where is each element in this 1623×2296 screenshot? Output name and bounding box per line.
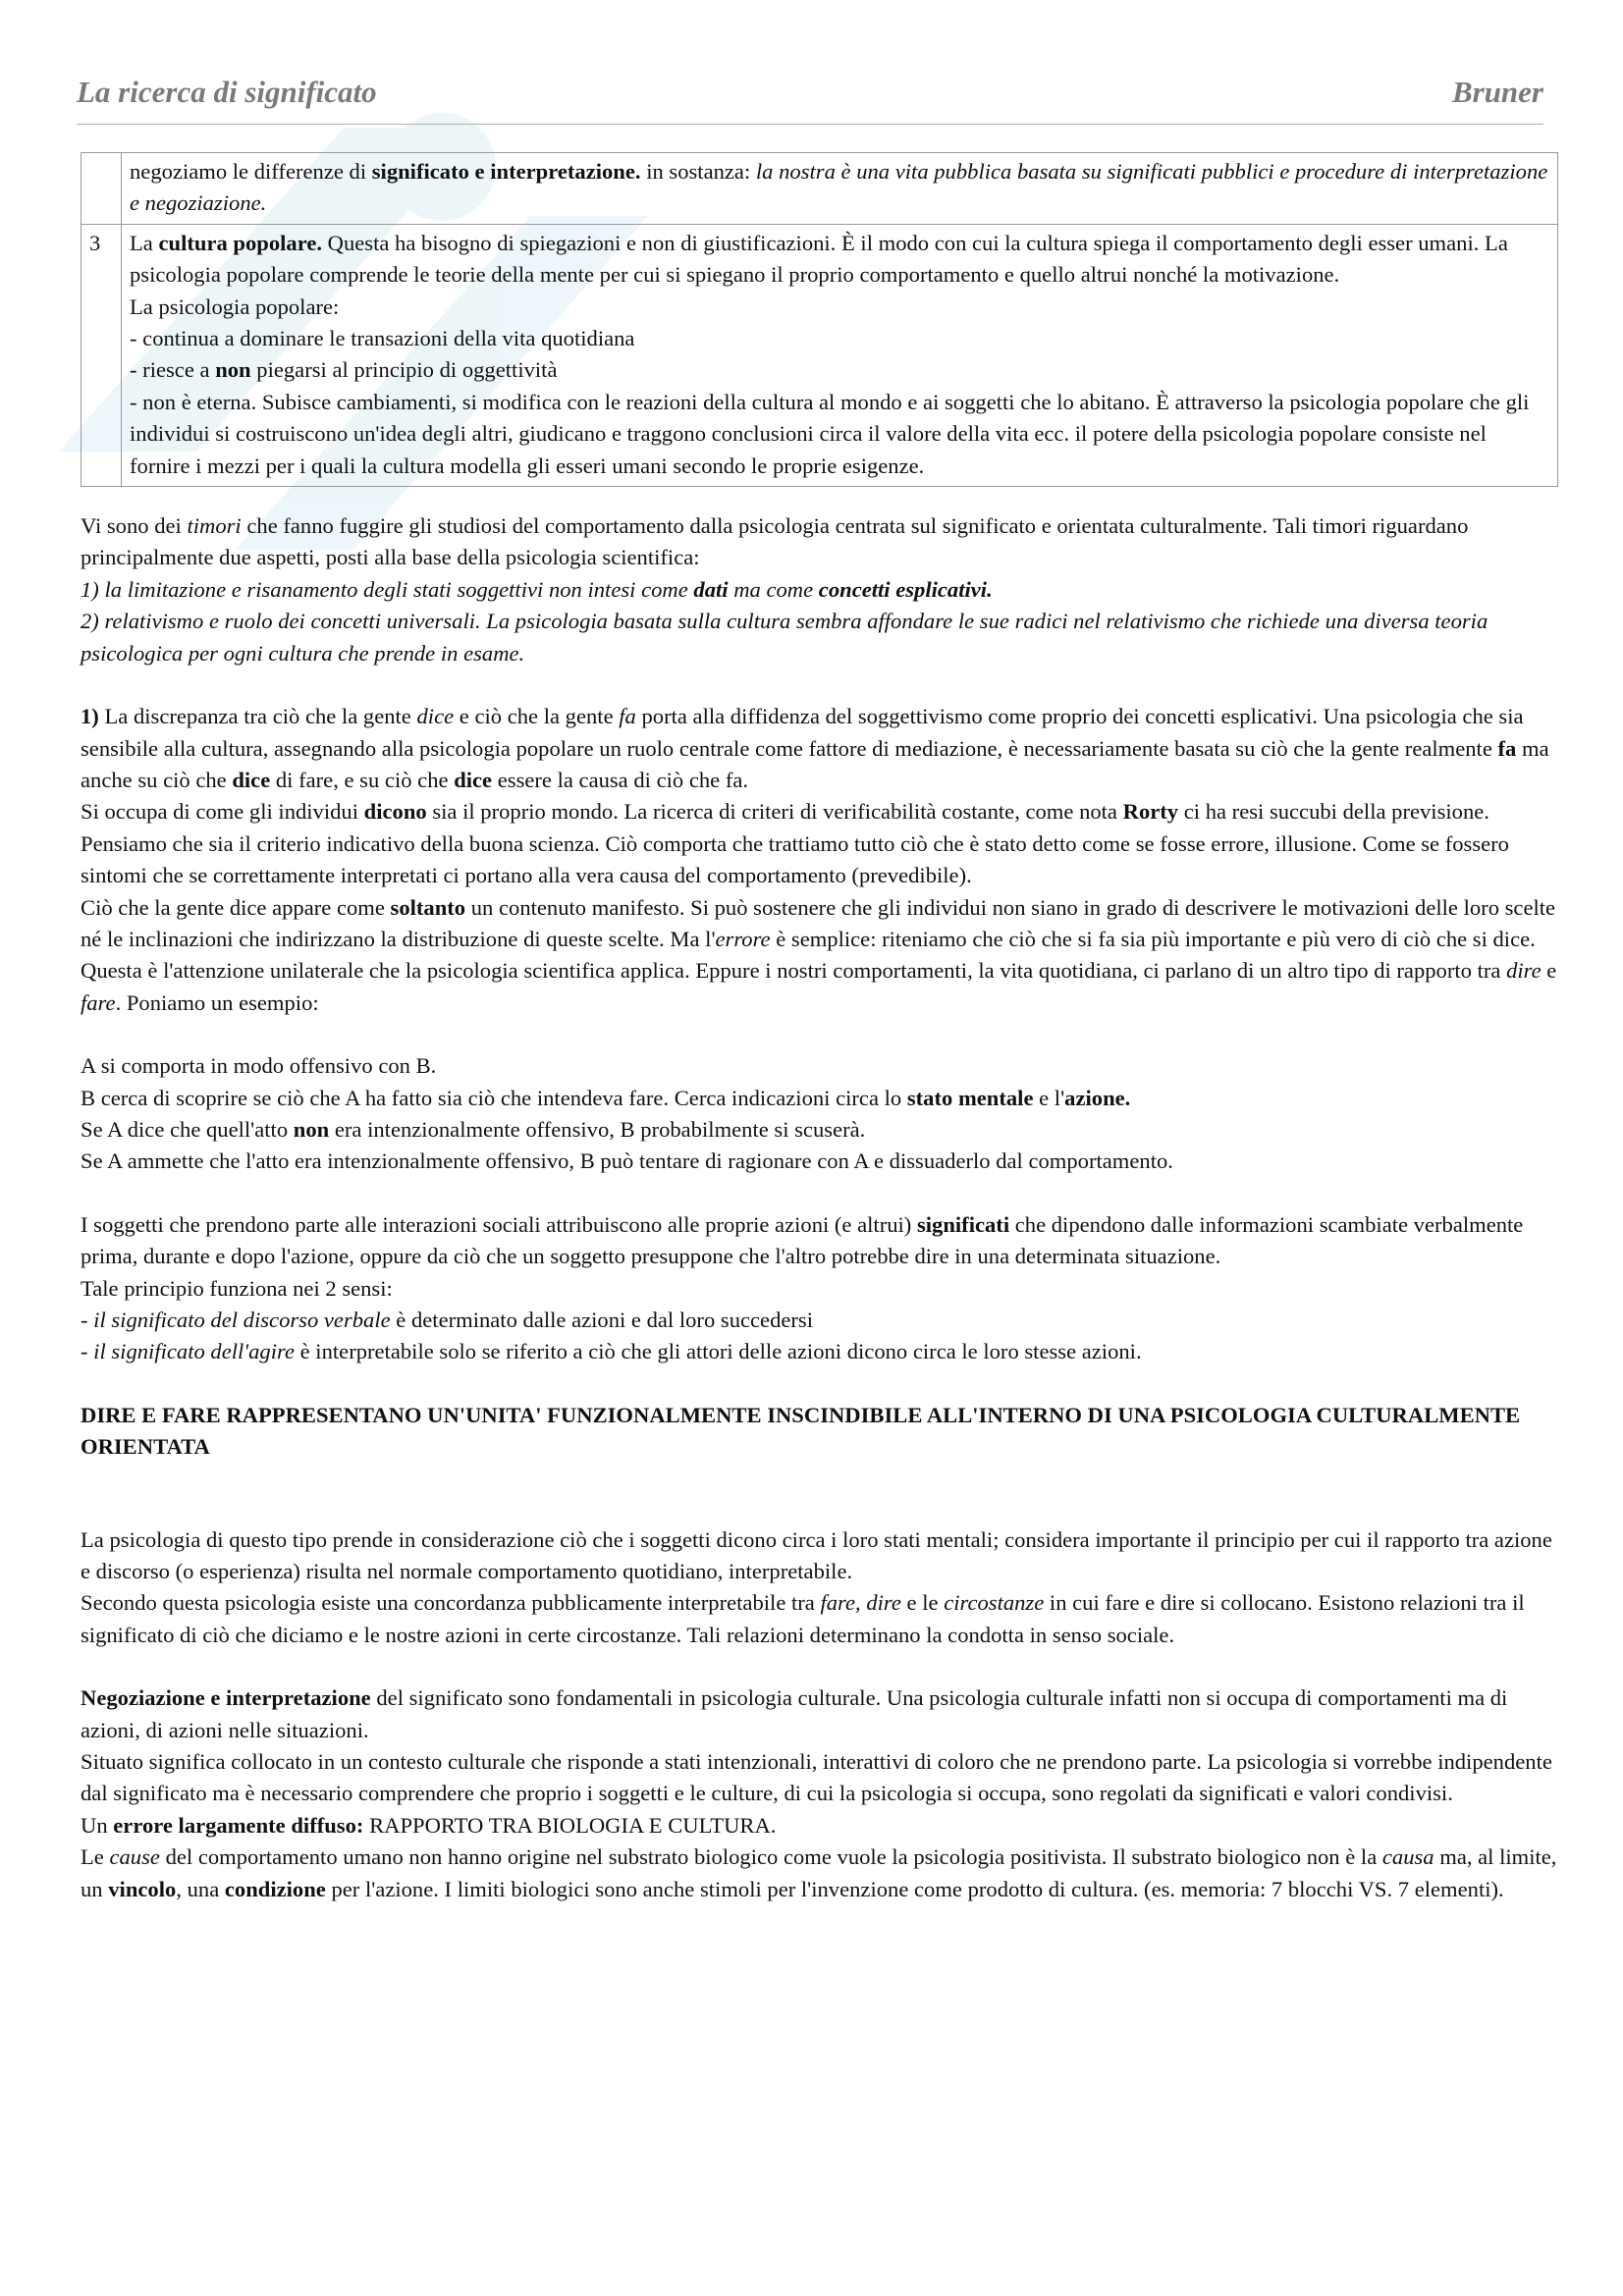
- page-header: [77, 75, 1543, 125]
- paragraph-errore: Ciò che la gente dice appare come soltanto un contenuto manifesto. Si può sostenere che gli individui non siano in grado di descrivere le motivazioni delle loro scelte né le inclinazioni che indirizzano la distribuzione di queste scelte. Ma l'errore è semplice: riteniamo che ciò che si fa sia più importante e più vero di ciò che si dice. Questa è l'attenzione unilaterale che la psicologia scientifica applica. Eppure i nostri comportamenti, la vita quotidiana, ci parlano di un altro tipo di rapporto tra dire e fare. Poniamo un esempio:: [81, 894, 1557, 1015]
- paragraph-negoziazione: Negoziazione e interpretazione del significato sono fondamentali in psicologia culturale. Una psicologia culturale infatti non si occupa di comportamenti ma di azioni, di azioni nelle situazioni. Situato significa collocato in un contesto culturale che risponde a stati intenzionali, interattivi di coloro che ne prendono parte. La psicologia si vorrebbe indipendente dal significato ma è necessario comprendere che proprio i soggetti e le culture, di cui la psicologia si occupa, sono regolati da significati e valori condivisi. Un errore largamente diffuso: RAPPORTO TRA BIOLOGIA E CULTURA. Le cause del comportamento umano non hanno origine nel substrato biologico come vuole la psicologia positivista. Il substrato biologico non è la causa ma, al limite, un vincolo, una condizione per l'azione. I limiti biologici sono anche stimoli per l'invenzione come prodotto di cultura. (es. memoria: 7 blocchi VS. 7 elementi).: [81, 1685, 1557, 1901]
- table-row: [81, 153, 1558, 225]
- header-title: La ricerca di significato: [77, 75, 377, 109]
- paragraph-rorty: Si occupa di come gli individui dicono sia il proprio mondo. La ricerca di criteri di verificabilità costante, come nota Rorty ci ha resi succubi della previsione. Pensiamo che sia il criterio indicativo della buona scienza. Ciò comporta che trattiamo tutto ciò che è stato detto come se fosse errore, illusione. Come se fossero sintomi che se correttamente interpretati ci portano alla vera causa del comportamento (prevedibile).: [81, 799, 1509, 888]
- table-row-number: [81, 153, 122, 225]
- paragraph-timori: Vi sono dei timori che fanno fuggire gli studiosi del comportamento dalla psicologia centrata sul significato e orientata culturalmente. Tali timori riguardano principalmente due aspetti, posti alla base della psicologia scientifica: 1) la limitazione e risanamento degli stati soggettivi non intesi come dati ma come concetti esplicativi. 2) relativismo e ruolo dei concetti universali. La psicologia basata sulla cultura sembra affondare le sue radici nel relativismo che richiede una diversa teoria psicologica per ogni cultura che prende in esame.: [81, 513, 1488, 666]
- document-body: [81, 152, 1561, 1905]
- table-cell: negoziamo le differenze di significato e interpretazione. in sostanza: la nostra è una vita pubblica basata su significati pubblici e procedure di interpretazione e negoziazione.: [122, 153, 1558, 225]
- paragraph-psicologia: La psicologia di questo tipo prende in considerazione ciò che i soggetti dicono circa i loro stati mentali; considera importante il principio per cui il rapporto tra azione e discorso (o esperienza) risulta nel normale comportamento quotidiano, interpretabile. Secondo questa psicologia esiste una concordanza pubblicamente interpretabile tra fare, dire e le circostanze in cui fare e dire si collocano. Esistono relazioni tra il significato di ciò che diciamo e le nostre azioni in certe circostanze. Tali relazioni determinano la condotta in senso sociale.: [81, 1526, 1552, 1647]
- paragraph-example: A si comporta in modo offensivo con B. B cerca di scoprire se ciò che A ha fatto sia ciò che intendeva fare. Cerca indicazioni circa lo stato mentale e l'azione. Se A dice che quell'atto non era intenzionalmente offensivo, B probabilmente si scuserà. Se A ammette che l'atto era intenzionalmente offensivo, B può tentare di ragionare con A e dissuaderlo dal comportamento.: [81, 1053, 1173, 1174]
- table-cell: La cultura popolare. Questa ha bisogno di spiegazioni e non di giustificazioni. È il modo con cui la cultura spiega il comportamento degli esser umani. La psicologia popolare comprende le teorie della mente per cui si spiegano il proprio comportamento e quello altrui nonché la motivazione. La psicologia popolare: - continua a dominare le transazioni della vita quotidiana - riesce a non piegarsi al principio di oggettività - non è eterna. Subisce cambiamenti, si modifica con le reazioni della cultura al mondo e ai soggetti che lo abitano. È attraverso la psicologia popolare che gli individui si costruiscono un'idea degli altri, giudicano e traggono conclusioni circa il valore della vita ecc. il potere della psicologia popolare consiste nel fornire i mezzi per i quali la cultura modella gli esseri umani secondo le proprie esigenze.: [122, 224, 1558, 486]
- table-row-number: 3: [81, 224, 122, 486]
- table-row: [81, 224, 1558, 486]
- section-heading: DIRE E FARE RAPPRESENTANO UN'UNITA' FUNZIONALMENTE INSCINDIBILE ALL'INTERNO DI UNA PSICOLOGIA CULTURALMENTE ORIENTATA: [81, 1402, 1521, 1460]
- header-author: Bruner: [1451, 75, 1543, 109]
- intro-table: [81, 152, 1558, 487]
- paragraph-discrepanza: 1) La discrepanza tra ciò che la gente dice e ciò che la gente fa porta alla diffidenza del soggettivismo come proprio dei concetti esplicativi. Una psicologia che sia sensibile alla cultura, assegnando alla psicologia popolare un ruolo centrale come fattore di mediazione, è necessariamente basata su ciò che la gente realmente fa ma anche su ciò che dice di fare, e su ciò che dice essere la causa di ciò che fa.: [81, 704, 1549, 792]
- paragraph-significati: I soggetti che prendono parte alle interazioni sociali attribuiscono alle proprie azioni (e altrui) significati che dipendono dalle informazioni scambiate verbalmente prima, durante e dopo l'azione, oppure da ciò che un soggetto presuppone che l'altro potrebbe dire in una determinata situazione. Tale principio funziona nei 2 sensi: - il significato del discorso verbale è determinato dalle azioni e dal loro succedersi - il significato dell'agire è interpretabile solo se riferito a ciò che gli attori delle azioni dicono circa le loro stesse azioni.: [81, 1211, 1524, 1364]
